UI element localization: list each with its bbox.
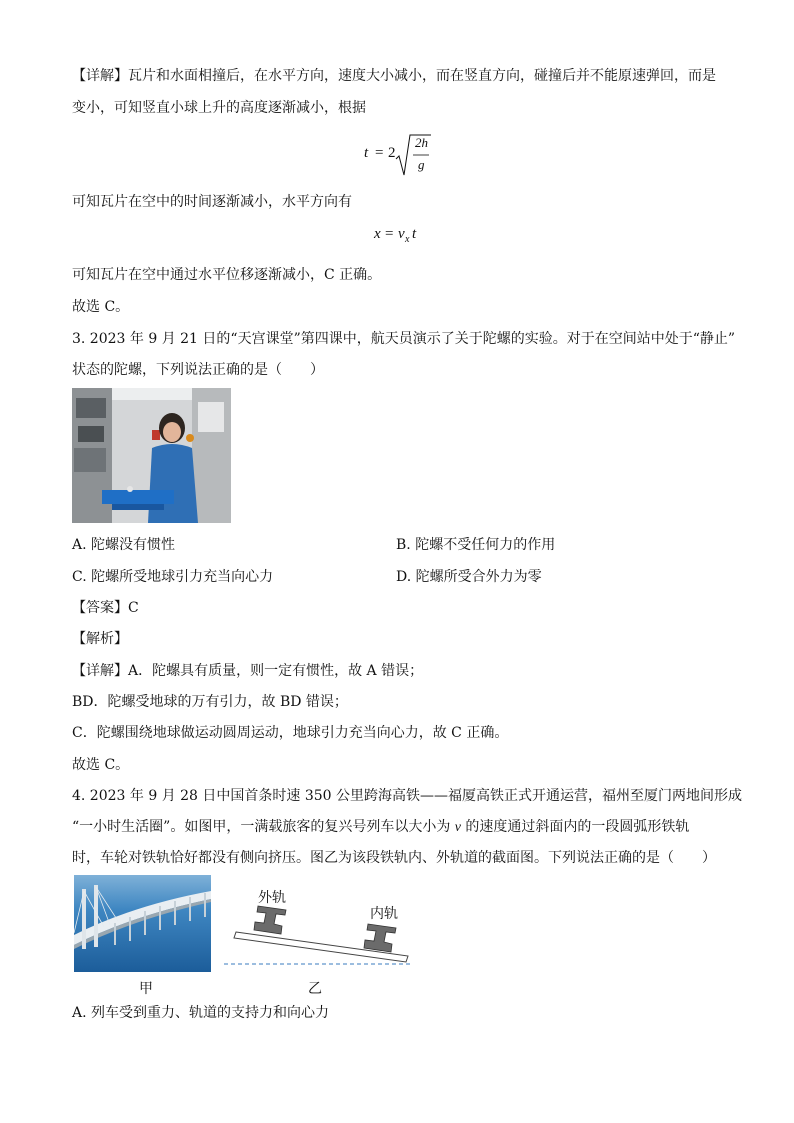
detail-line-1: 【详解】瓦片和水面相撞后，在水平方向，速度大小减小，而在竖直方向，碰撞后并不能原速弹回，而是 [72,68,716,84]
q4-stem-3: 时，车轮对铁轨恰好都没有侧向挤压。图乙为该段铁轨内、外轨道的截面图。下列说法正确的是（ ） [72,850,716,866]
q3-detail-2: BD．陀螺受地球的万有引力，故 BD 错误； [72,694,348,710]
q3-stem-1: 3. 2023 年 9 月 21 日的“天宫课堂”第四课中，航天员演示了关于陀螺的实验。对于在空间站中处于“静止” [72,331,736,347]
formula-v: v [398,226,405,242]
astronaut-photo [72,388,231,523]
formula-denominator: g [418,157,425,172]
q4-stem-2b: 的速度通过斜面内的一段圆弧形铁轨 [460,819,690,835]
q4-stem-2 [72,817,689,838]
formula-displacement [374,226,434,248]
q3-detail-1: 【详解】A．陀螺具有质量，则一定有惯性，故 A 错误； [72,663,424,679]
detail-line-2: 变小，可知竖直小球上升的高度逐渐减小，根据 [72,100,366,116]
q4-option-a: A. 列车受到重力、轨道的支持力和向心力 [72,1005,330,1021]
formula-t2: t [412,226,417,242]
formula-subscript: x [405,234,410,245]
bridge-photo [74,875,211,972]
inner-rail-label: 内轨 [370,906,398,922]
q3-stem-2: 状态的陀螺，下列说法正确的是（ ） [72,362,324,378]
formula-coef: 2 [388,145,396,161]
formula-t: t [364,145,369,161]
detail-line-5: 故选 C。 [72,299,130,315]
q3-analysis: 【解析】 [72,631,128,647]
q3-option-a: A. 陀螺没有惯性 [72,537,176,553]
inner-rail-icon [364,924,396,952]
detail-line-3: 可知瓦片在空中的时间逐渐减小，水平方向有 [72,194,352,210]
detail-line-4: 可知瓦片在空中通过水平位移逐渐减小，C 正确。 [72,267,382,283]
outer-rail-icon [254,906,286,934]
q3-option-b: B. 陀螺不受任何力的作用 [396,537,556,553]
astronaut-photo-graphic [72,388,231,523]
formula-eq: = [375,145,384,161]
outer-rail-label: 外轨 [258,890,286,906]
figure-yi-label: 乙 [308,981,322,997]
q3-option-d: D. 陀螺所受合外力为零 [396,569,542,585]
q4-stem-2a: “一小时生活圈”。如图甲，一满载旅客的复兴号列车以大小为 [72,819,455,835]
q4-stem-v: v [454,820,461,835]
rail-cross-section-diagram [224,884,414,968]
formula-numerator: 2h [415,135,428,150]
q3-option-c: C. 陀螺所受地球引力充当向心力 [72,569,274,585]
bridge-photo-graphic [74,875,211,972]
figure-jia-label: 甲 [139,981,153,997]
formula-x: x [374,226,381,242]
q3-choose: 故选 C。 [72,757,130,773]
q4-stem-1: 4. 2023 年 9 月 28 日中国首条时速 350 公里跨海高铁——福厦高铁正式开通运营，福州至厦门两地间形成 [72,788,743,804]
formula-time [364,133,434,179]
formula-eq2: = [385,226,394,242]
q3-detail-3: C．陀螺围绕地球做运动圆周运动，地球引力充当向心力，故 C 正确。 [72,725,509,741]
q3-answer: 【答案】C [72,600,139,616]
